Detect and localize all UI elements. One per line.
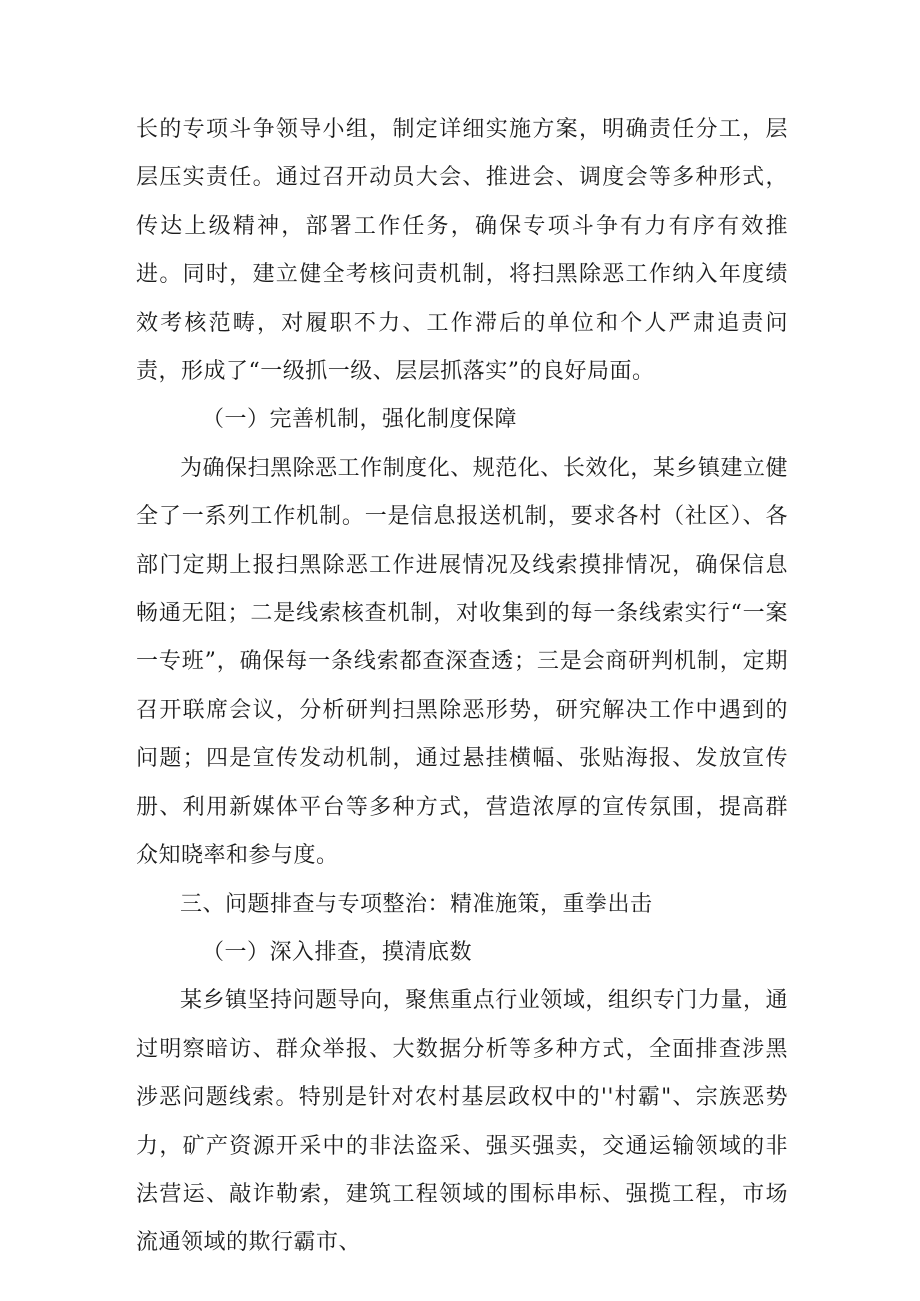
paragraph-investigation: 某乡镇坚持问题导向，聚焦重点行业领域，组织专门力量，通过明察暗访、群众举报、大数据分析等多种方式，全面排查涉黑涉恶问题线索。特别是针对农村基层政权中的''村霸"、宗族恶势力，矿产资源开采中的非法盗采、强买强卖，交通运输领域的非法营运、敲诈勒索，建筑工程领域的围标串标、强揽工程，市场流通领域的欺行霸市、 (136, 988, 788, 1256)
subheading-in-depth-investigation: （一）深入排查，摸清底数 (202, 939, 473, 965)
paragraph-mechanisms: 为确保扫黑除恶工作制度化、规范化、长效化，某乡镇建立健全了一系列工作机制。一是信息报送机制，要求各村（社区）、各部门定期上报扫黑除恶工作进展情况及线索摸排情况，确保信息畅通无阻；二是线索核查机制，对收集到的每一条线索实行“一案一专班”，确保每一条线索都查深查透；三是会商研判机制，定期召开联席会议，分析研判扫黑除恶形势，研究解决工作中遇到的问题；四是宣传发动机制，通过悬挂横幅、张贴海报、发放宣传册、利用新媒体平台等多种方式，营造浓厚的宣传氛围，提高群众知晓率和参与度。 (136, 455, 788, 869)
subheading-improve-mechanism: （一）完善机制，强化制度保障 (202, 407, 518, 433)
document-body (136, 106, 788, 1268)
heading-section-three: 三、问题排查与专项整治：精准施策，重拳出击 (180, 891, 653, 917)
paragraph-leadership-continuation: 长的专项斗争领导小组，制定详细实施方案，明确责任分工，层层压实责任。通过召开动员大会、推进会、调度会等多种形式，传达上级精神，部署工作任务，确保专项斗争有力有序有效推进。同时，建立健全考核问责机制，将扫黑除恶工作纳入年度绩效考核范畴，对履职不力、工作滞后的单位和个人严肃追责问责，形成了“一级抓一级、层层抓落实”的良好局面。 (136, 117, 788, 385)
